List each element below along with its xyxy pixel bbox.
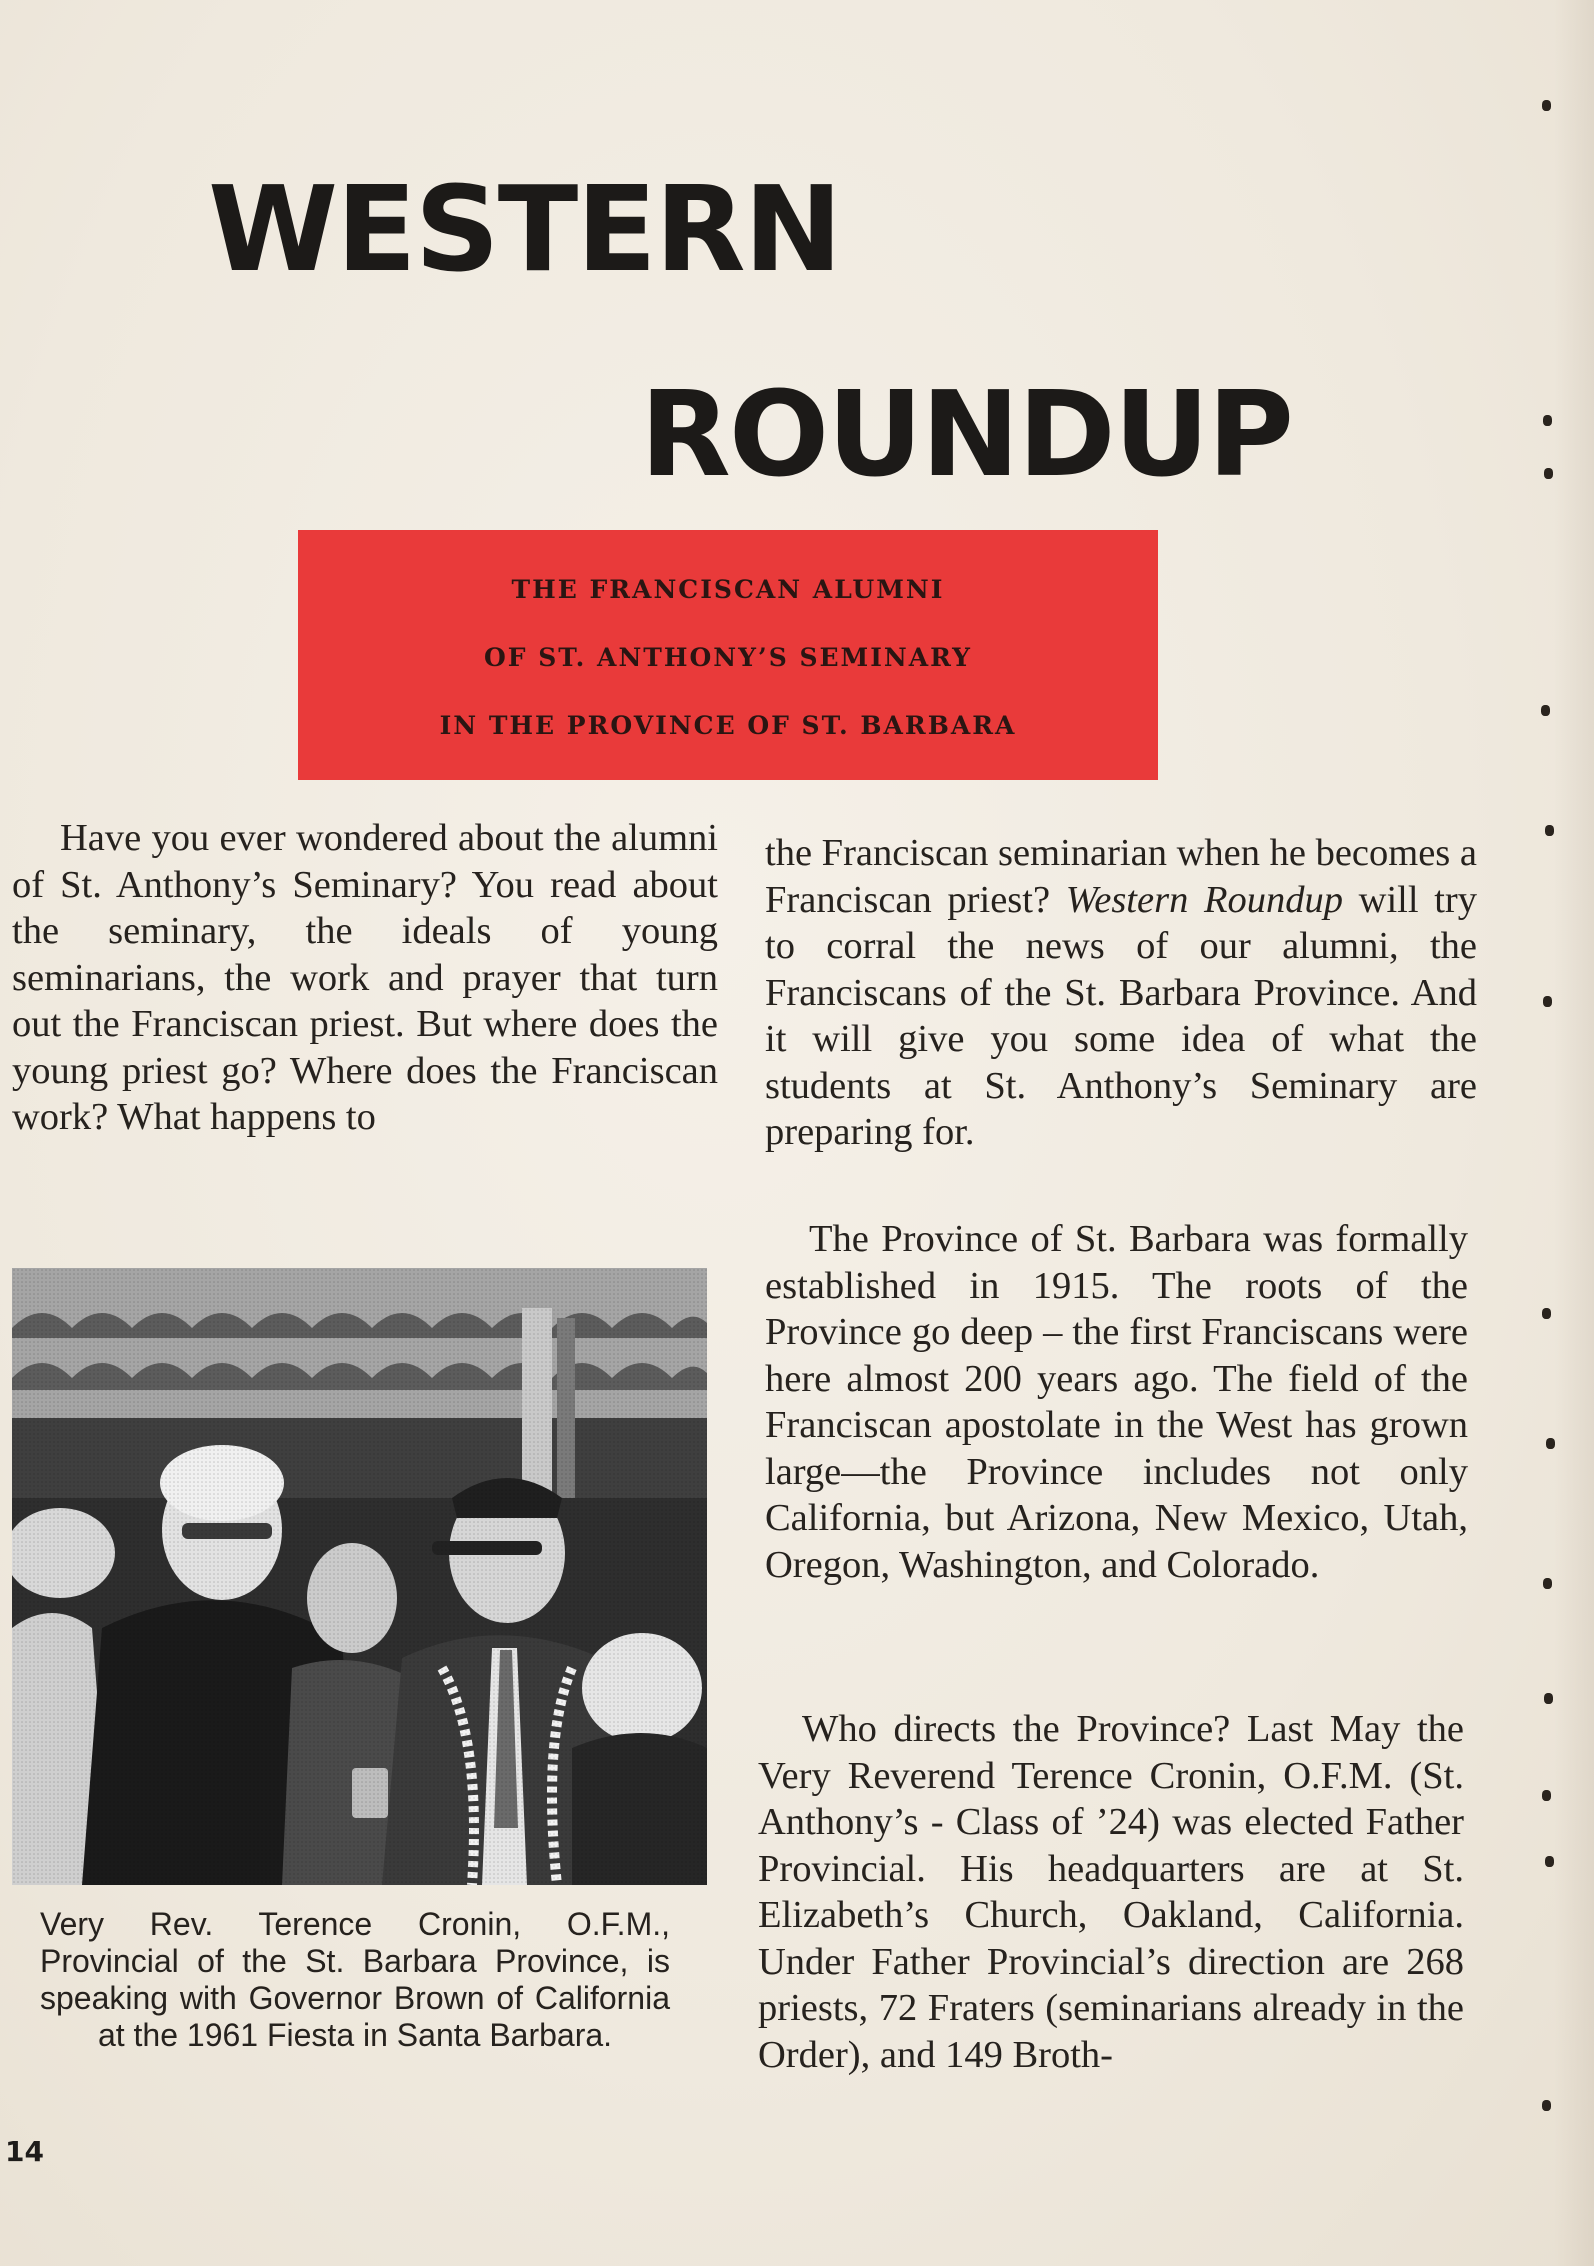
binding-hole — [1544, 468, 1553, 479]
binding-hole — [1544, 1693, 1553, 1704]
subtitle-banner — [298, 530, 1158, 780]
article-paragraph — [765, 830, 1477, 1156]
page-title-line-1: WESTERN — [208, 160, 841, 298]
binding-hole — [1542, 2100, 1551, 2111]
news-photo — [12, 1268, 707, 1885]
binding-hole — [1542, 100, 1551, 111]
article-column-right-paragraph-3 — [758, 1706, 1464, 2078]
binding-hole — [1543, 1578, 1552, 1589]
banner-line-1: THE FRANCISCAN ALUMNI — [511, 575, 945, 604]
article-column-left — [12, 815, 718, 1141]
banner-line-2: OF ST. ANTHONY’S SEMINARY — [483, 643, 973, 672]
binding-hole — [1546, 1438, 1555, 1449]
paragraph-text: will try to corral the news of our alumni, the Franciscans of the St. Barbara Province. And it will give you some idea of what the students at St. Anthony’s Seminary are preparing for. — [765, 878, 1477, 1153]
publication-name: Western Roundup — [1065, 878, 1344, 921]
binding-hole — [1542, 1790, 1551, 1801]
paragraph-text: the Franciscan seminarian when he becomes a Franciscan priest? — [765, 832, 1477, 921]
page-title-line-2: ROUNDUP — [640, 365, 1292, 503]
binding-hole — [1543, 996, 1552, 1007]
page-edge-shadow — [1554, 0, 1594, 2266]
binding-hole — [1542, 1308, 1551, 1319]
binding-hole — [1545, 1856, 1554, 1867]
article-paragraph: Who directs the Province? Last May the Very Reverend Terence Cronin, O.F.M. (St. Anthony’s - Class of ’24) was elected Father Provincial. His headquarters are at St. Elizabeth’s Church, Oakland, California. Under Father Provincial’s direction are 268 priests, 72 Fraters (seminarians already in the Order), and 149 Broth- — [758, 1708, 1464, 2076]
binding-hole — [1545, 825, 1554, 836]
article-paragraph: The Province of St. Barbara was formally established in 1915. The roots of the Province go deep – the first Franciscans were here almost 200 years ago. The field of the Franciscan apostolate in the West has grown large—the Province includes not only California, but Arizona, New Mexico, Utah, Oregon, Washington, and Colorado. — [765, 1218, 1468, 1586]
photo-illustration — [12, 1268, 707, 1885]
binding-hole — [1541, 705, 1550, 716]
article-column-right-paragraph-2 — [765, 1216, 1468, 1588]
article-paragraph: Have you ever wondered about the alumni of St. Anthony’s Seminary? You read about the seminary, the ideals of young seminarians, the work and prayer that turn out the Franciscan priest. But where does the young priest go? Where does the Franciscan work? What happens to — [12, 817, 718, 1138]
binding-hole — [1543, 415, 1552, 426]
photo-caption: Very Rev. Terence Cronin, O.F.M., Provincial of the St. Barbara Province, is speaking with Governor Brown of California at the 1961 Fiesta in Santa Barbara. — [40, 1906, 670, 2053]
article-column-right-paragraph-1 — [765, 830, 1477, 1156]
banner-line-3: IN THE PROVINCE OF ST. BARBARA — [439, 711, 1017, 740]
page-number: 14 — [5, 2135, 44, 2168]
